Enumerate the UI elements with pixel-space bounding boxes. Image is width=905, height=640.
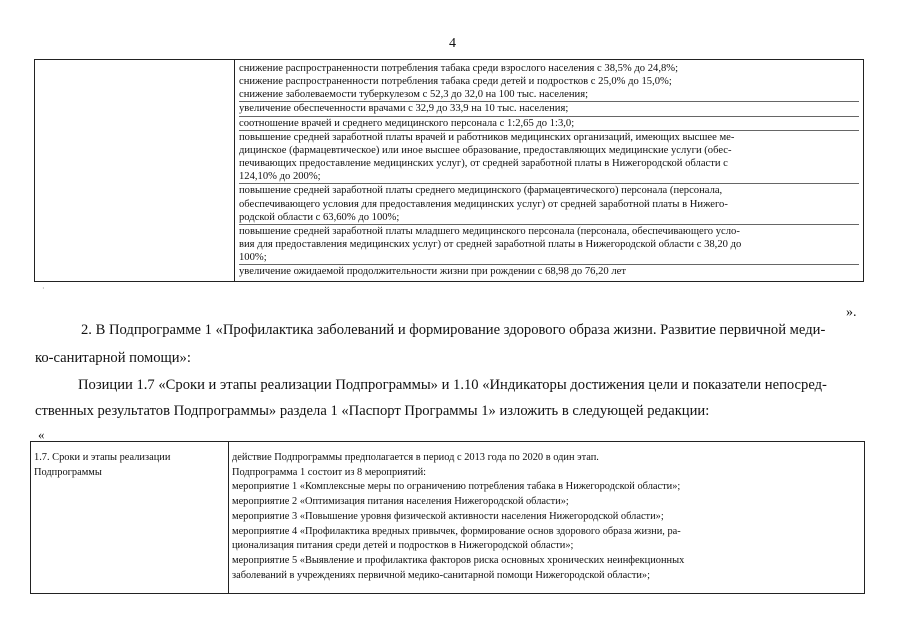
indicator-line: 124,10% до 200%; [239, 171, 321, 183]
paragraph-2-line-2: ко-санитарной помощи»: [35, 350, 191, 366]
passport-table-right-cell [229, 442, 865, 594]
indicator-line: соотношение врачей и среднего медицинского персонала с 1:2,65 до 1:3,0; [239, 116, 859, 130]
scan-dot: · [42, 284, 45, 293]
indicator-line: увеличение обеспеченности врачами с 32,9 до 33,9 на 10 тыс. населения; [239, 101, 859, 115]
indicator-line: повышение средней заработной платы среднего медицинского (фармацевтического) персонала (персонала, [239, 183, 859, 197]
indicator-line: 100%; [239, 252, 267, 264]
paragraph-3-line-1: Позиции 1.7 «Сроки и этапы реализации Подпрограммы» и 1.10 «Индикаторы достижения цели и показатели непосред- [78, 377, 827, 393]
paragraph-3-line-2: ственных результатов Подпрограммы» раздела 1 «Паспорт Программы 1» изложить в следующей редакции: [35, 403, 710, 419]
closing-quote: ». [846, 305, 857, 320]
page-number: 4 [449, 36, 456, 51]
measure-line: ционализация питания среди детей и подростков в Нижегородской области»; [232, 540, 574, 552]
indicator-line: родской области с 63,60% до 100%; [239, 211, 400, 223]
measure-line: Подпрограмма 1 состоит из 8 мероприятий: [232, 466, 427, 478]
paragraph-2-line-1: 2. В Подпрограмме 1 «Профилактика заболеваний и формирование здорового образа жизни. Развитие первичной меди- [81, 322, 826, 338]
indicators-table-right-cell [235, 60, 864, 282]
measure-line: заболеваний в учреждениях первичной медико-санитарной помощи Нижегородской области»; [232, 569, 651, 581]
opening-quote: « [38, 427, 45, 442]
indicators-table [34, 59, 864, 282]
measure-line: мероприятие 3 «Повышение уровня физической активности населения Нижегородской области»; [232, 510, 664, 522]
indicator-line: повышение средней заработной платы младшего медицинского персонала (персонала, обеспечивающего усло- [239, 224, 859, 238]
position-label-line: 1.7. Сроки и этапы реализации [34, 452, 171, 463]
measure-line: мероприятие 2 «Оптимизация питания населения Нижегородской области»; [232, 496, 569, 508]
indicator-line: обеспечивающего условия для предоставления медицинских услуг) от средней заработной платы в Нижего- [239, 198, 728, 210]
position-label-line: Подпрограммы [34, 466, 102, 478]
passport-table-left-cell [31, 442, 229, 594]
measure-line: мероприятие 1 «Комплексные меры по ограничению потребления табака в Нижегородской области»; [232, 481, 681, 493]
indicator-line: вия для предоставления медицинских услуг) от средней заработной платы в Нижегородской области с 38,20 до [239, 239, 742, 251]
indicator-line: снижение распространенности потребления табака среди взрослого населения с 38,5% до 24,8%; [239, 63, 679, 74]
indicator-line: печивающих предоставление медицинских услуг), от средней заработной платы в Нижегородской области с [239, 158, 728, 170]
indicator-line: повышение средней заработной платы врачей и работников медицинских организаций, имеющих высшее ме- [239, 130, 859, 144]
measure-line: мероприятие 4 «Профилактика вредных привычек, формирование основ здорового образа жизни, ра- [232, 525, 681, 537]
indicator-line: дицинское (фармацевтическое) или иное высшее образование, предоставляющих медицинские услуги (обес- [239, 144, 732, 156]
measure-line: действие Подпрограммы предполагается в период с 2013 года по 2020 в один этап. [232, 452, 599, 463]
indicators-table-left-cell [35, 60, 235, 282]
indicator-line: снижение заболеваемости туберкулезом с 52,3 до 32,0 на 100 тыс. населения; [239, 89, 589, 101]
indicator-line: снижение распространенности потребления табака среди детей и подростков с 25,0% до 15,0%; [239, 76, 672, 88]
passport-table [30, 441, 865, 594]
indicator-line: увеличение ожидаемой продолжительности жизни при рождении с 68,98 до 76,20 лет [239, 264, 859, 278]
measure-line: мероприятие 5 «Выявление и профилактика факторов риска основных хронических неинфекционных [232, 554, 685, 566]
